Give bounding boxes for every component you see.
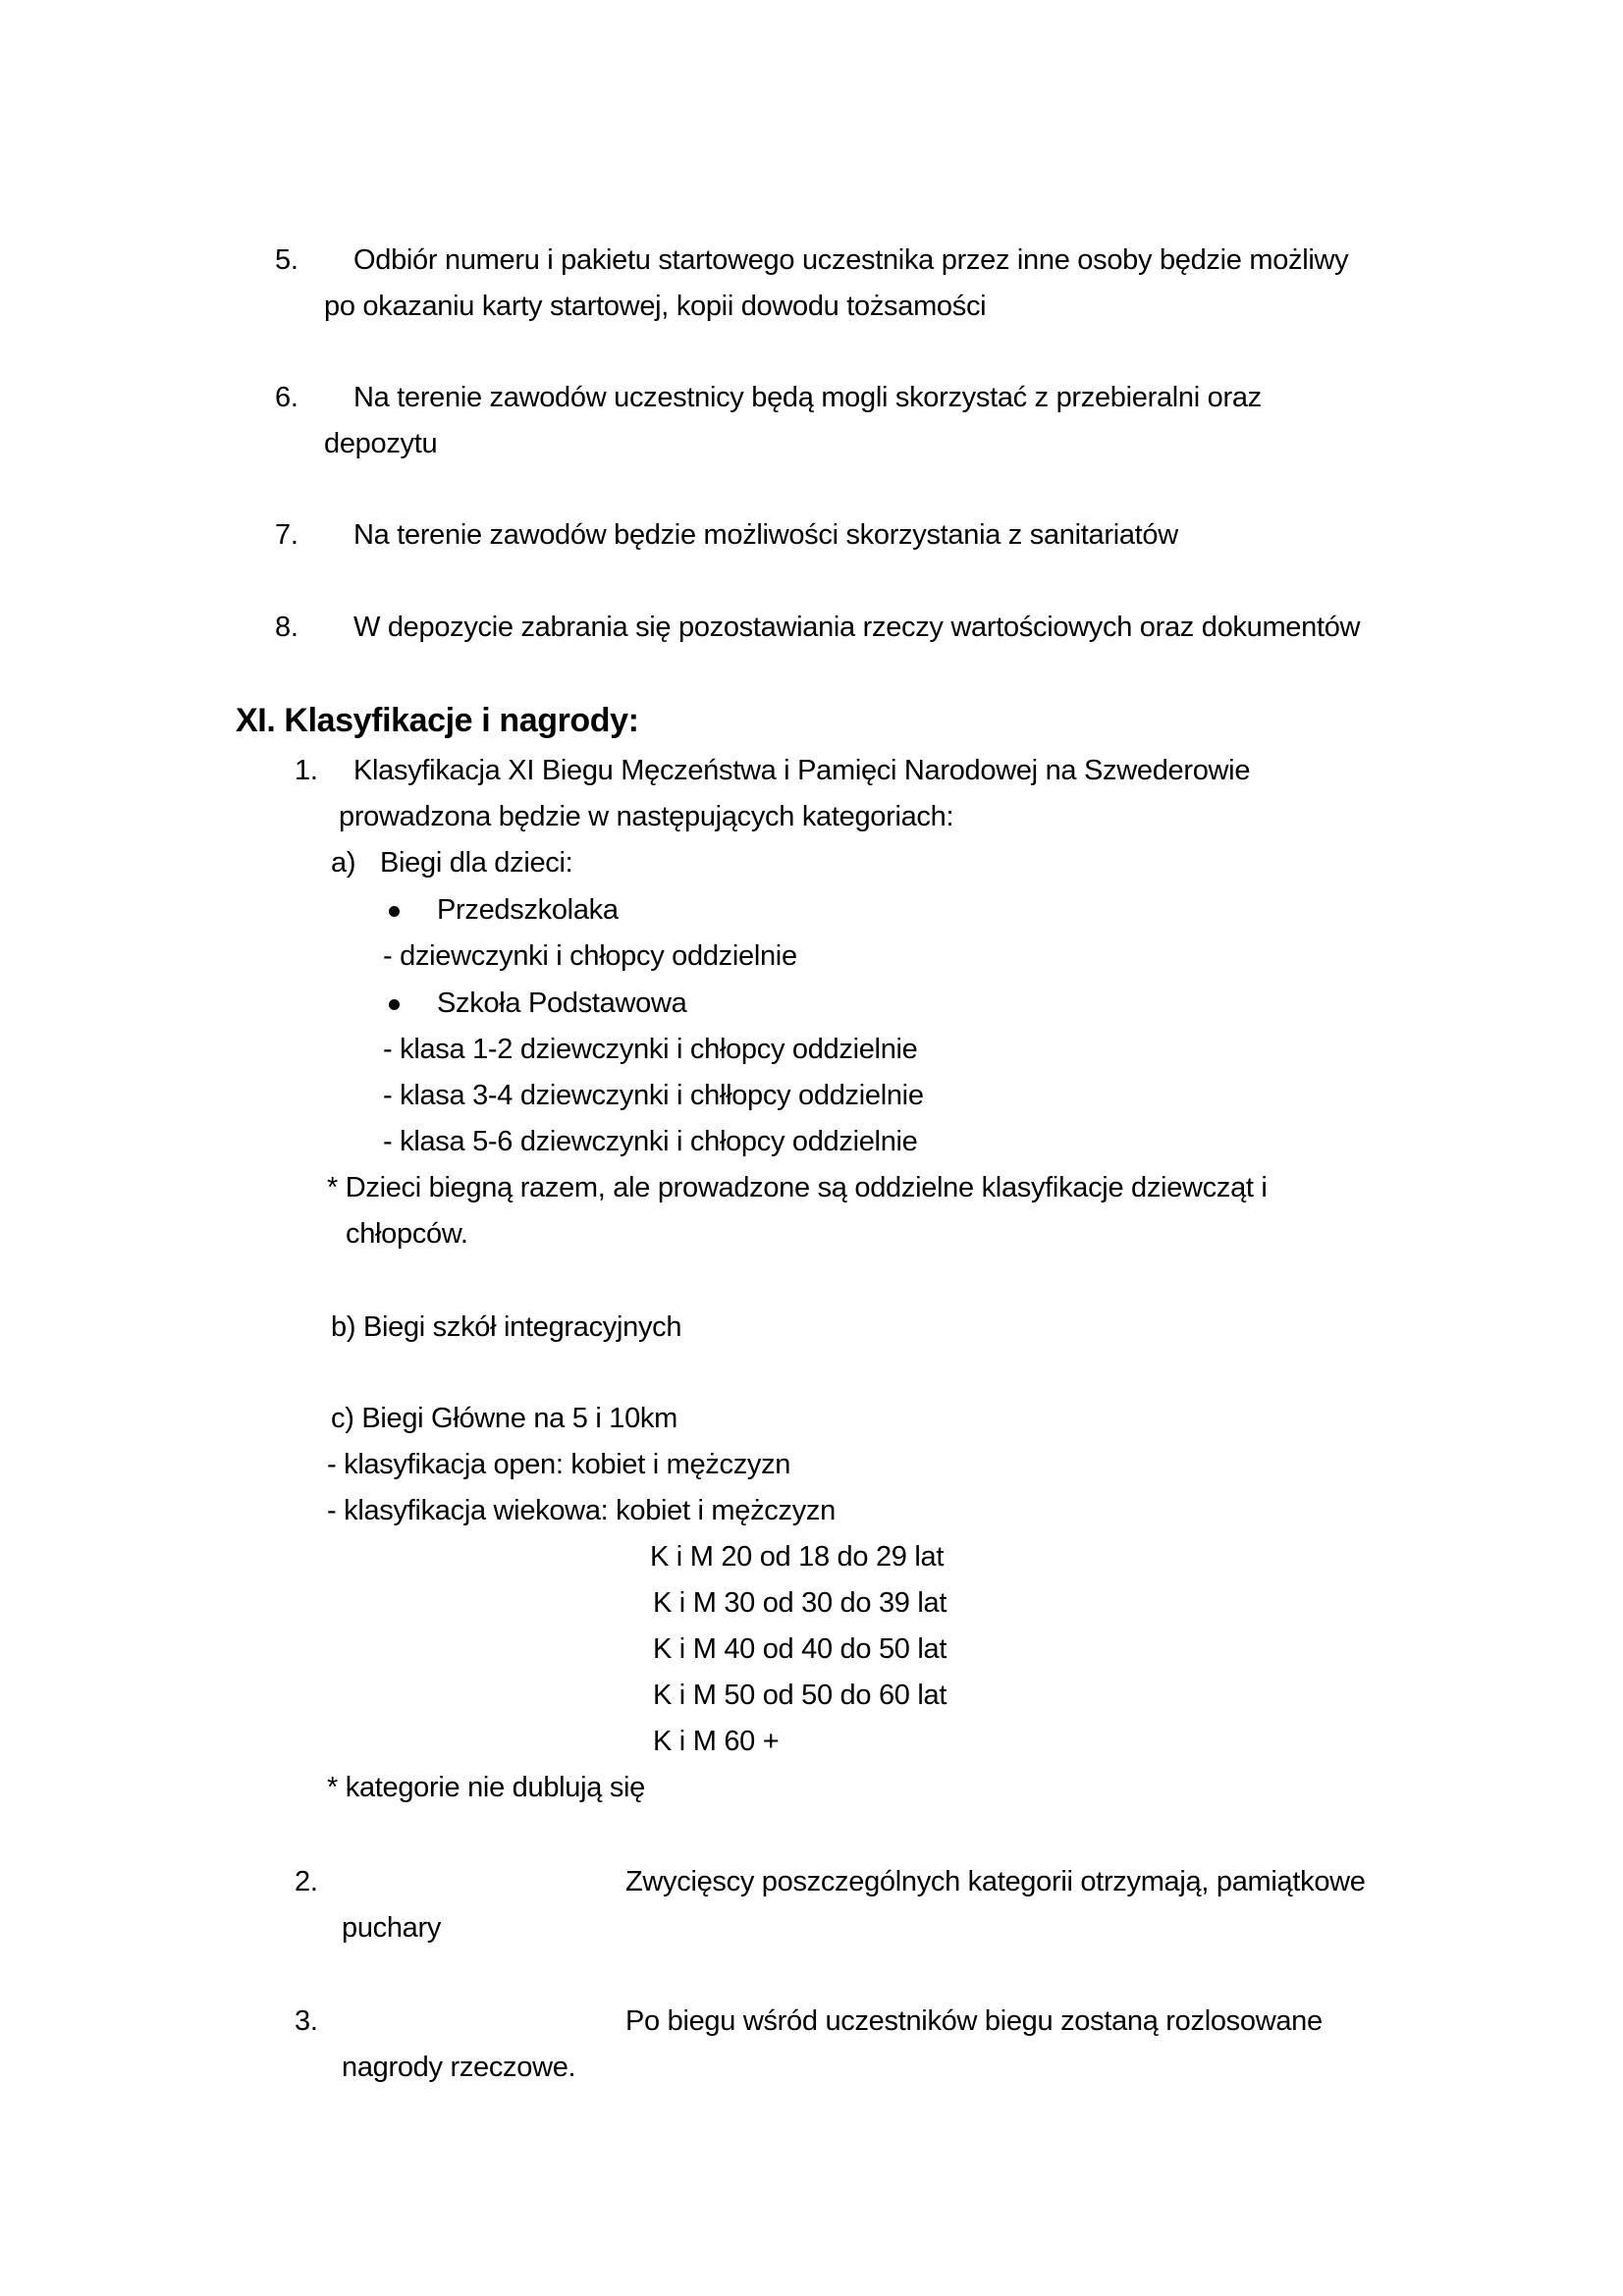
sub-a-title: Biegi dla dzieci: (380, 847, 573, 879)
age-category-30: K i M 30 od 30 do 39 lat (653, 1587, 947, 1619)
section-item-3-line2: nagrody rzeczowe. (342, 2052, 576, 2083)
sub-a-label: a) (331, 847, 356, 879)
list-item-8-line1: W depozycie zabrania się pozostawiania rzeczy wartościowych oraz dokumentów (353, 612, 1361, 643)
section-item-2-line2: puchary (342, 1912, 442, 1944)
section-item-1-line2: prowadzona będzie w następujących kategoriach: (339, 801, 954, 832)
section-heading: XI. Klasyfikacje i nagrody: (236, 702, 639, 739)
age-category-60-plus: K i M 60 + (653, 1726, 780, 1757)
section-item-2-number: 2. (295, 1866, 318, 1897)
list-number-5: 5. (275, 244, 298, 276)
list-number-7: 7. (275, 519, 298, 551)
age-category-40: K i M 40 od 40 do 50 lat (653, 1633, 947, 1665)
primary-school-line-1: - klasa 1-2 dziewczynki i chłopcy oddzielnie (383, 1034, 918, 1065)
bullet-icon (389, 906, 400, 917)
children-note-line2: chłopców. (346, 1218, 468, 1250)
bullet-item-preschool: Przedszkolaka (437, 894, 619, 926)
list-item-5-line1: Odbiór numeru i pakietu startowego uczestnika przez inne osoby będzie możliwy (353, 244, 1349, 276)
list-item-7-line1: Na terenie zawodów będzie możliwości skorzystania z sanitariatów (353, 519, 1178, 551)
list-item-6-line1: Na terenie zawodów uczestnicy będą mogli skorzystać z przebieralni oraz (353, 382, 1262, 413)
bullet-icon (389, 999, 400, 1010)
section-item-2-line1: Zwycięscy poszczególnych kategorii otrzymają, pamiątkowe (625, 1866, 1366, 1897)
list-item-5-line2: po okazaniu karty startowej, kopii dowodu tożsamości (324, 291, 987, 322)
age-category-50: K i M 50 od 50 do 60 lat (653, 1680, 947, 1711)
children-note-line1: * Dzieci biegną razem, ale prowadzone są oddzielne klasyfikacje dziewcząt i (327, 1172, 1268, 1203)
primary-school-line-2: - klasa 3-4 dziewczynki i chłłopcy oddzielnie (383, 1080, 924, 1111)
section-item-1-number: 1. (295, 755, 318, 786)
age-category-20: K i M 20 od 18 do 29 lat (650, 1541, 945, 1573)
section-item-3-line1: Po biegu wśród uczestników biegu zostaną rozlosowane (625, 2005, 1323, 2037)
primary-school-line-3: - klasa 5-6 dziewczynki i chłopcy oddzielnie (383, 1126, 918, 1157)
sub-c-open-classification: - klasyfikacja open: kobiet i mężczyzn (327, 1449, 791, 1480)
sub-c-age-classification: - klasyfikacja wiekowa: kobiet i mężczyzn (327, 1495, 836, 1526)
list-number-8: 8. (275, 612, 298, 643)
section-item-3-number: 3. (295, 2005, 318, 2037)
sub-c-title: c) Biegi Główne na 5 i 10km (331, 1403, 677, 1434)
bullet-preschool-line: - dziewczynki i chłopcy oddzielnie (383, 940, 797, 972)
section-item-1-line1: Klasyfikacja XI Biegu Męczeństwa i Pamięci Narodowej na Szwederowie (353, 755, 1251, 786)
list-number-6: 6. (275, 382, 298, 413)
sub-b-title: b) Biegi szkół integracyjnych (331, 1311, 682, 1343)
bullet-item-primary-school: Szkoła Podstawowa (437, 988, 687, 1019)
list-item-6-line2: depozytu (324, 428, 438, 459)
categories-note: * kategorie nie dublują się (327, 1772, 646, 1803)
